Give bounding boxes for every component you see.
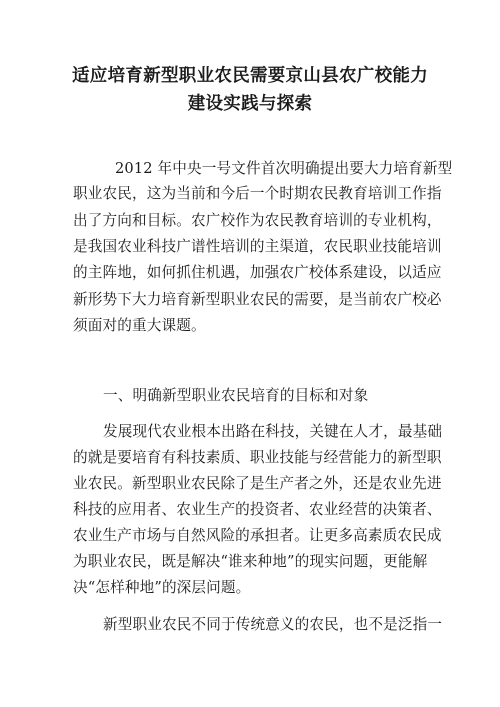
section1-p1-line-6: 为职业农民，既是解决“谁来种地”的现实问题，更能解 xyxy=(73,553,428,570)
document-title-line-2: 建设实践与探索 xyxy=(187,94,313,114)
section1-p1-line-4: 科技的应用者、农业生产的投资者、农业经营的决策者、 xyxy=(73,501,442,518)
section1-p1-line-2: 的就是要培育有科技素质、职业技能与经营能力的新型职 xyxy=(73,449,442,466)
section1-p2-line-1: 新型职业农民不同于传统意义的农民，也不是泛指一 xyxy=(103,616,443,633)
section1-p1-line-7: 决“怎样种地”的深层问题。 xyxy=(73,579,251,596)
section1-p1-line-3: 业农民。新型职业农民除了是生产者之外，还是农业先进 xyxy=(73,475,442,492)
document-title-line-1: 适应培育新型职业农民需要京山县农广校能力 xyxy=(72,66,428,86)
intro-line-2: 职业农民，这为当前和今后一个时期农民教育培训工作指 xyxy=(73,185,442,202)
section1-p1-line-5: 农业生产市场与自然风险的承担者。让更多高素质农民成 xyxy=(73,527,442,544)
intro-line-5: 的主阵地，如何抓住机遇，加强农广校体系建设，以适应 xyxy=(73,264,442,281)
intro-line-1: 2012 年中央一号文件首次明确提出要大力培育新型 xyxy=(115,160,453,177)
intro-line-6: 新形势下大力培育新型职业农民的需要，是当前农广校必 xyxy=(73,291,442,308)
section-heading: 一、明确新型职业农民培育的目标和对象 xyxy=(103,387,369,404)
intro-line-7: 须面对的重大课题。 xyxy=(73,317,206,334)
intro-line-3: 出了方向和目标。农广校作为农民教育培训的专业机构， xyxy=(73,212,442,229)
section1-p1-line-1: 发展现代农业根本出路在科技，关键在人才，最基础 xyxy=(103,423,443,440)
intro-line-4: 是我国农业科技广谱性培训的主渠道，农民职业技能培训 xyxy=(73,238,442,255)
